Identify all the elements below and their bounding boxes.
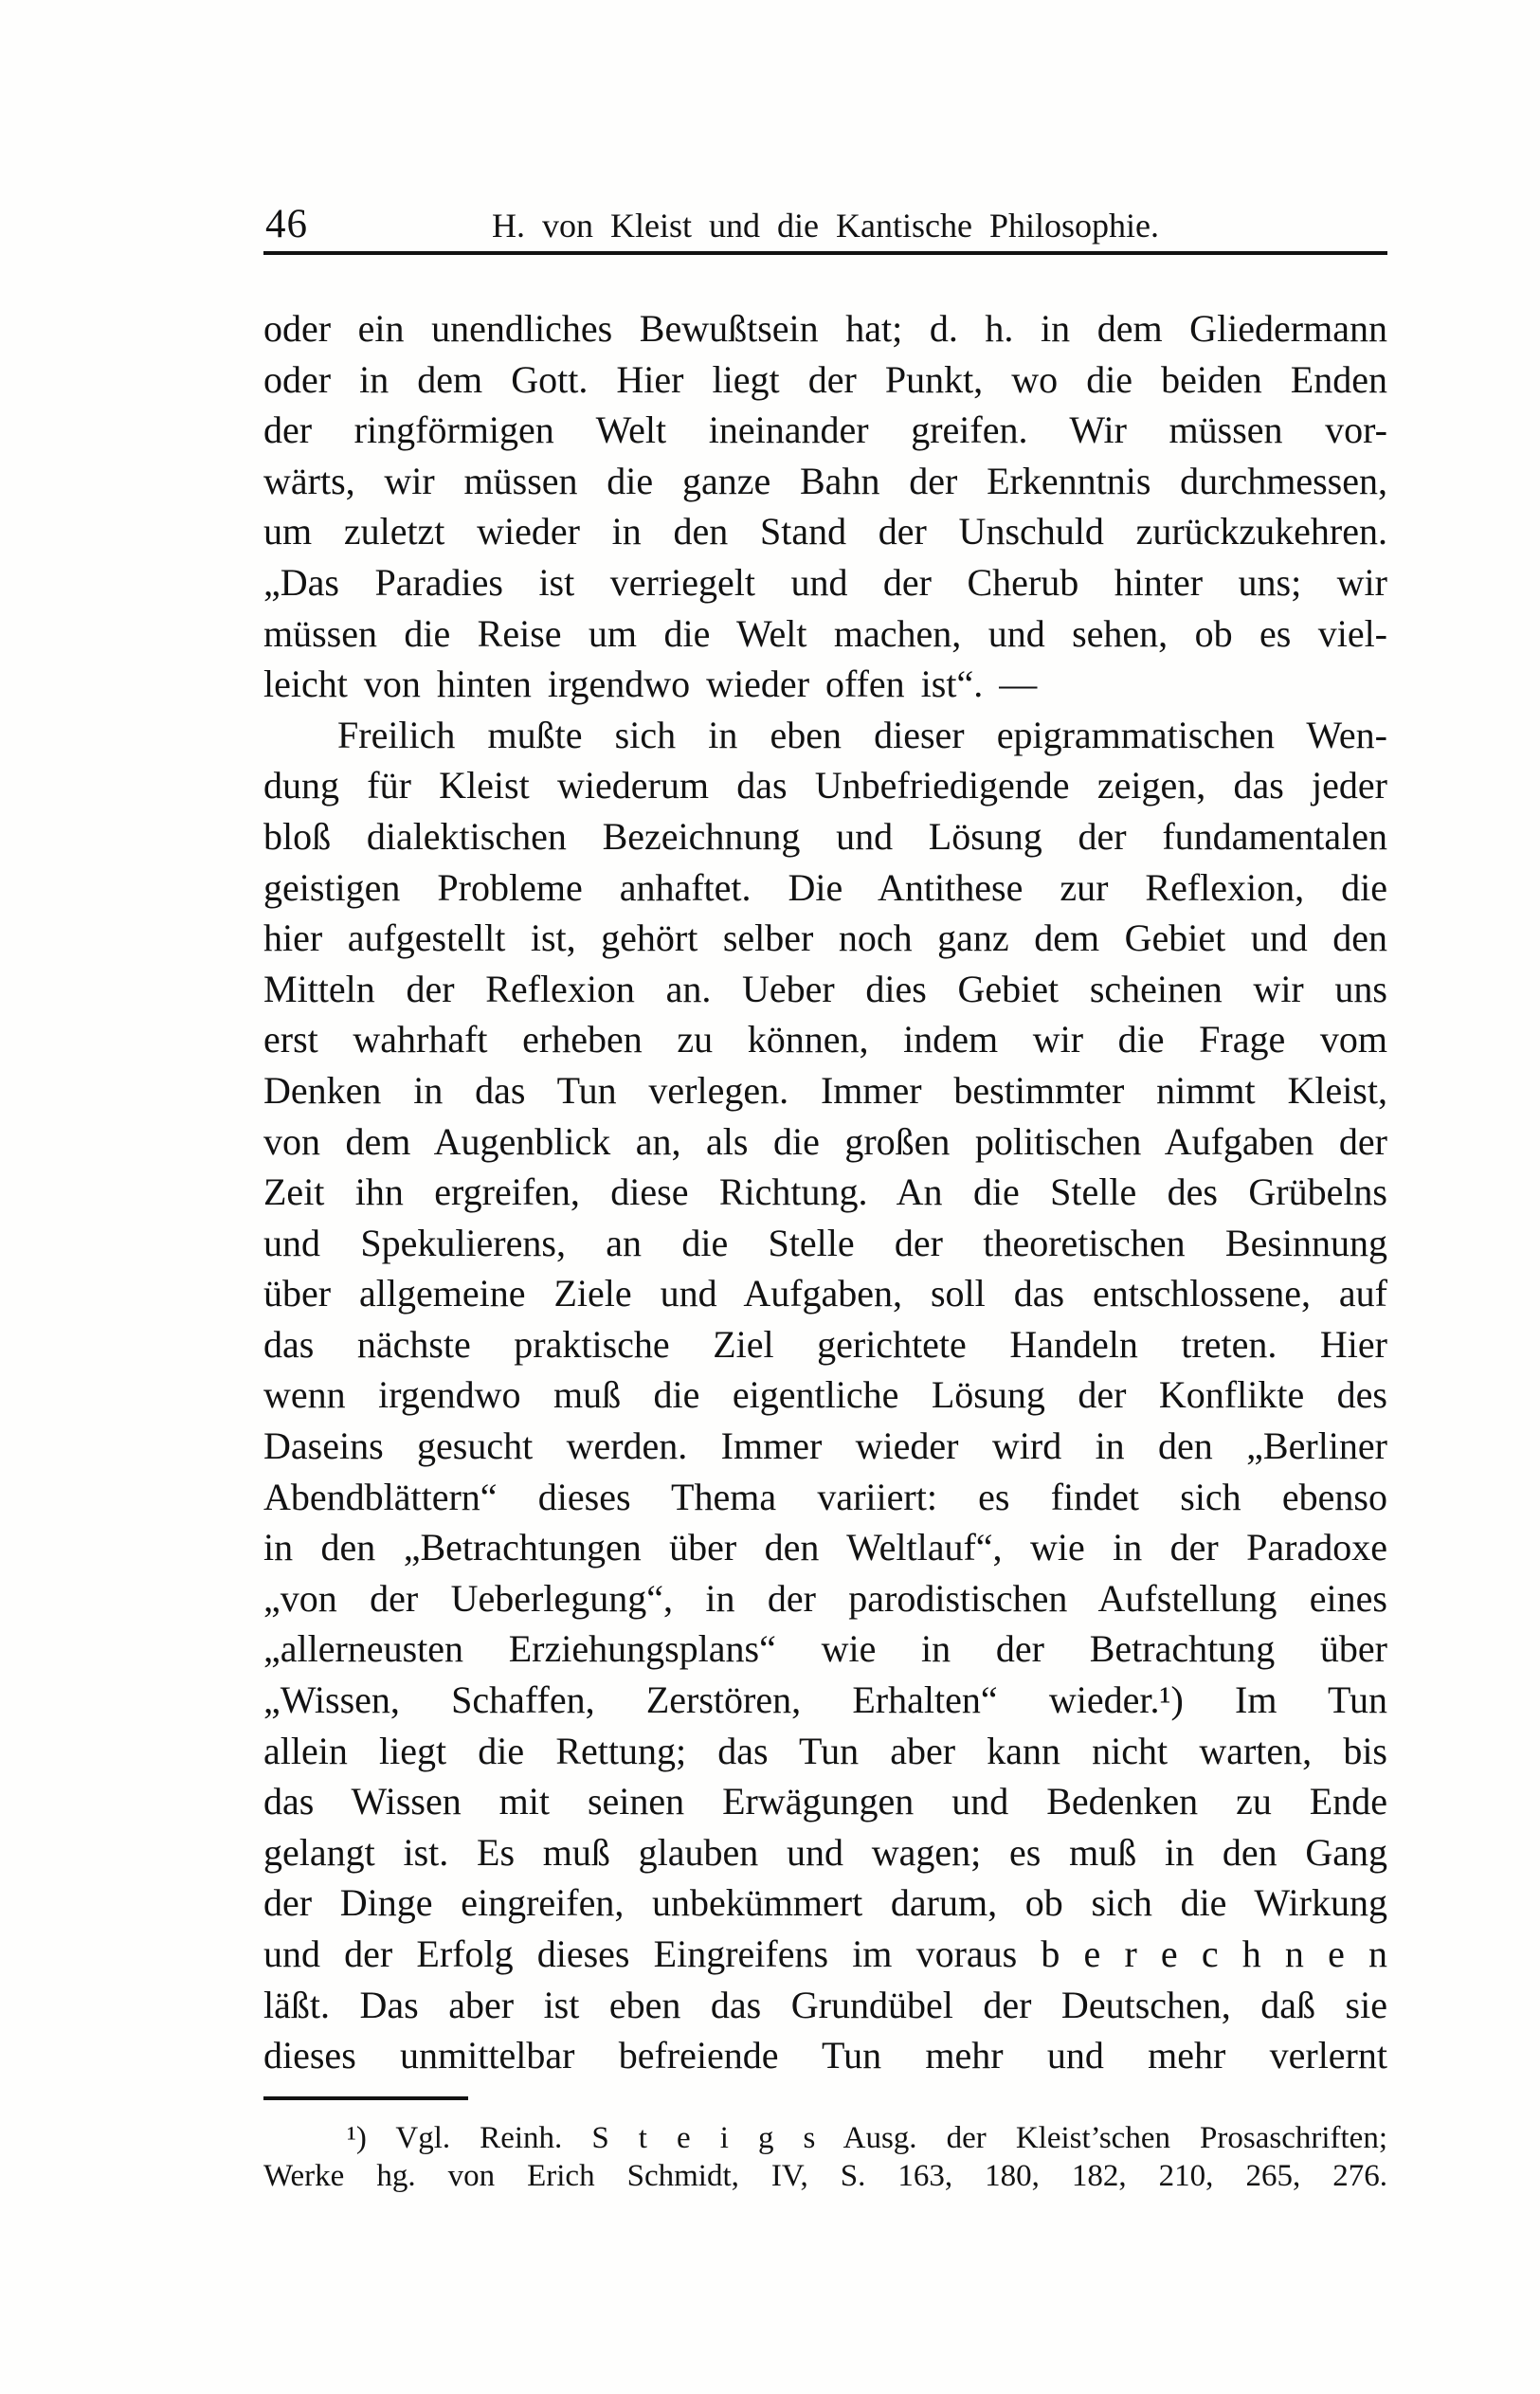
- text-line: Denken in das Tun verlegen. Immer bestimmter nimmt Kleist,: [263, 1068, 1387, 1112]
- text-line: und Spekulierens, an die Stelle der theoretischen Besinnung: [263, 1221, 1387, 1264]
- text-line: und der Erfolg dieses Eingreifens im voraus b e r e c h n e n: [263, 1932, 1387, 1975]
- text-line: oder ein unendliches Bewußtsein hat; d. h. in dem Gliedermann: [263, 307, 1387, 350]
- text-line: in den „Betrachtungen über den Weltlauf“, wie in der Paradoxe: [263, 1526, 1387, 1569]
- text-line: leicht von hinten irgendwo wieder offen ist“. —: [263, 662, 1038, 706]
- text-line: Zeit ihn ergreifen, diese Richtung. An die Stelle des Grübelns: [263, 1170, 1387, 1214]
- text-line: gelangt ist. Es muß glauben und wagen; es muß in den Gang: [263, 1830, 1387, 1874]
- text-line: dieses unmittelbar befreiende Tun mehr und mehr verlernt: [263, 2034, 1387, 2077]
- text-line: der Dinge eingreifen, unbekümmert darum, ob sich die Wirkung: [263, 1881, 1387, 1925]
- text-line: das nächste praktische Ziel gerichtete Handeln treten. Hier: [263, 1322, 1387, 1366]
- text-line: läßt. Das aber ist eben das Grundübel der Deutschen, daß sie: [263, 1983, 1387, 2026]
- text-line: von dem Augenblick an, als die großen politischen Aufgaben der: [263, 1119, 1387, 1163]
- text-line: hier aufgestellt ist, gehört selber noch ganz dem Gebiet und den: [263, 916, 1387, 960]
- text-line: über allgemeine Ziele und Aufgaben, soll das entschlossene, auf: [263, 1272, 1387, 1315]
- text-line: das Wissen mit seinen Erwägungen und Bedenken zu Ende: [263, 1780, 1387, 1823]
- running-title: H. von Kleist und die Kantische Philosophie.: [492, 207, 1159, 245]
- text-line: wärts, wir müssen die ganze Bahn der Erkenntnis durchmessen,: [263, 459, 1387, 502]
- text-line: um zuletzt wieder in den Stand der Unschuld zurückzukehren.: [263, 510, 1387, 553]
- text-line: Werke hg. von Erich Schmidt, IV, S. 163, 180, 182, 210, 265, 276.: [263, 2159, 1387, 2193]
- text-line: Freilich mußte sich in eben dieser epigrammatischen Wen-: [337, 713, 1387, 756]
- footnote-separator-rule: [263, 2096, 468, 2100]
- text-line: „von der Ueberlegung“, in der parodistischen Aufstellung eines: [263, 1576, 1387, 1620]
- text-line: Daseins gesucht werden. Immer wieder wird in den „Berliner: [263, 1424, 1387, 1468]
- text-line: Mitteln der Reflexion an. Ueber dies Gebiet scheinen wir uns: [263, 967, 1387, 1010]
- text-line: „Wissen, Schaffen, Zerstören, Erhalten“ wieder.¹) Im Tun: [263, 1678, 1387, 1722]
- text-line: „Das Paradies ist verriegelt und der Cherub hinter uns; wir: [263, 560, 1387, 604]
- footnote: [263, 2119, 1387, 2195]
- text-line: müssen die Reise um die Welt machen, und sehen, ob es viel-: [263, 611, 1387, 655]
- text-line: geistigen Probleme anhaftet. Die Antithese zur Reflexion, die: [263, 865, 1387, 909]
- text-line: „allerneusten Erziehungsplans“ wie in der Betrachtung über: [263, 1627, 1387, 1671]
- header-rule: [263, 251, 1387, 255]
- text-line: wenn irgendwo muß die eigentliche Lösung der Konflikte des: [263, 1373, 1387, 1417]
- text-line: oder in dem Gott. Hier liegt der Punkt, wo die beiden Enden: [263, 357, 1387, 401]
- text-line: erst wahrhaft erheben zu können, indem wir die Frage vom: [263, 1018, 1387, 1061]
- text-line: dung für Kleist wiederum das Unbefriedigende zeigen, das jeder: [263, 764, 1387, 807]
- page-header: [263, 201, 1387, 250]
- body-text: [263, 303, 1387, 2081]
- text-line: bloß dialektischen Bezeichnung und Lösung der fundamentalen: [263, 814, 1387, 858]
- text-line: ¹) Vgl. Reinh. S t e i g s Ausg. der Kleist’schen Prosaschriften;: [347, 2121, 1387, 2155]
- page-number: 46: [265, 202, 308, 246]
- text-line: der ringförmigen Welt ineinander greifen. Wir müssen vor-: [263, 408, 1387, 452]
- text-line: allein liegt die Rettung; das Tun aber kann nicht warten, bis: [263, 1729, 1387, 1772]
- text-line: Abendblättern“ dieses Thema variiert: es findet sich ebenso: [263, 1475, 1387, 1518]
